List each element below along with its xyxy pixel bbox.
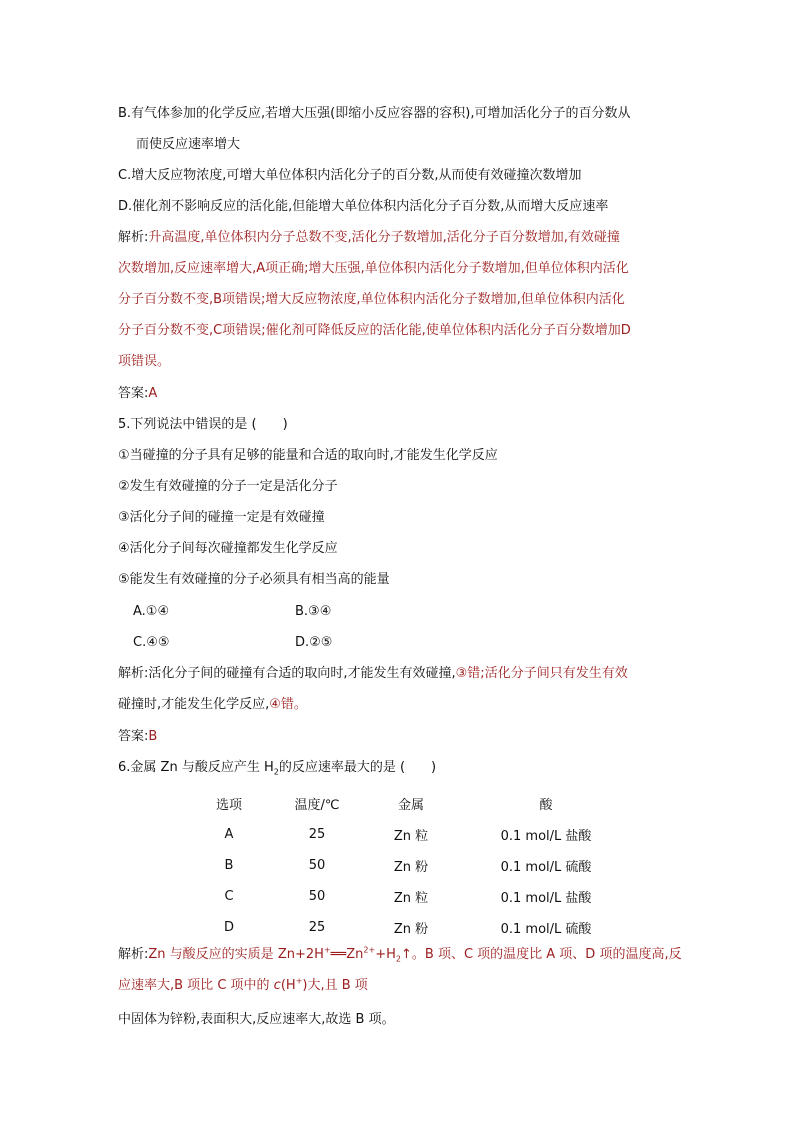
table-cell: 25 (308, 920, 326, 935)
q4-analysis-line2: 次数增加,反应速率增大,A项正确;增大压强,单位体积内活化分子数增加,但单位体积内活化 (118, 261, 629, 276)
q4-analysis-line1 (118, 229, 688, 247)
answer-value: B (148, 729, 158, 744)
analysis-label: 解析: (118, 666, 149, 681)
stem-text: 6.金属 Zn 与酸反应产生 H (118, 760, 274, 775)
answer-label: 答案: (118, 386, 149, 401)
table-header: 酸 (539, 798, 553, 813)
q4-analysis-line3: 分子百分数不变,B项错误;增大反应物浓度,单位体积内活化分子数增加,但单位体积内活化 (118, 292, 625, 307)
table-cell: D (223, 920, 234, 935)
q5-option-d: D.②⑤ (295, 635, 333, 650)
subscript: 2 (395, 954, 401, 964)
answer-value: A (148, 386, 158, 401)
table-cell: 50 (308, 858, 326, 873)
gas-arrow: ↑ (400, 947, 412, 962)
analysis-label: 解析: (118, 230, 149, 245)
analysis-text: 碰撞时,才能发生化学反应, (118, 697, 270, 712)
table-cell: 50 (308, 889, 326, 904)
analysis-text: Zn 与酸反应的实质是 (148, 947, 278, 962)
q5-option-a: A.①④ (133, 604, 170, 619)
reaction-conditions-table (195, 788, 641, 943)
table-cell: 25 (308, 827, 326, 842)
q5-option-b: B.③④ (295, 604, 332, 619)
q6-analysis-line1 (118, 946, 688, 964)
q5-analysis-line1 (118, 665, 688, 683)
equation-text: +H (375, 947, 396, 962)
analysis-text-red: ③错;活化分子间只有发生有效 (455, 666, 628, 681)
analysis-text: 升高温度,单位体积内分子总数不变,活化分子数增加,活化分子百分数增加,有效碰撞 (148, 230, 620, 245)
table-header-row (195, 788, 641, 819)
table-cell: C (224, 889, 234, 904)
table-cell: Zn 粒 (393, 829, 429, 844)
q4-analysis-line4: 分子百分数不变,C项错误;催化剂可降低反应的活化能,使单位体积内活化分子百分数增加D (118, 323, 631, 338)
q4-option-c: C.增大反应物浓度,可增大单位体积内活化分子的百分数,从而使有效碰撞次数增加 (118, 168, 582, 183)
analysis-text: 应速率大,B 项比 C 项中的 (118, 978, 274, 993)
q5-option-c: C.④⑤ (133, 635, 170, 650)
answer-label: 答案: (118, 729, 149, 744)
superscript: 2+ (363, 945, 376, 955)
table-cell: 0.1 mol/L 硫酸 (500, 860, 592, 875)
analysis-text: 。B 项、C 项的温度比 A 项、D 项的温度高,反 (411, 947, 682, 962)
stem-text: 的反应速率最大的是 ( ) (278, 760, 437, 775)
subscript: 2 (273, 767, 279, 777)
q4-option-d: D.催化剂不影响反应的活化能,但能增大单位体积内活化分子百分数,从而增大反应速率 (118, 199, 609, 214)
table-header: 温度/℃ (294, 798, 340, 813)
concentration-symbol: c (273, 978, 281, 993)
table-row (195, 819, 641, 850)
equation-text: Zn (346, 947, 364, 962)
q5-statement-2: ②发生有效碰撞的分子一定是活化分子 (118, 479, 338, 494)
q6-stem (118, 759, 688, 777)
analysis-text-red: ④错。 (269, 697, 307, 712)
q6-analysis-line2 (118, 977, 688, 995)
table-row (195, 850, 641, 881)
table-row (195, 881, 641, 912)
q5-statement-1: ①当碰撞的分子具有足够的能量和合适的取向时,才能发生化学反应 (118, 448, 498, 463)
q5-statement-5: ⑤能发生有效碰撞的分子必须具有相当高的能量 (118, 572, 390, 587)
q4-option-b-line1: B.有气体参加的化学反应,若增大压强(即缩小反应容器的容积),可增加活化分子的百分数从 (118, 106, 631, 121)
table-header: 金属 (397, 798, 424, 813)
analysis-text: (H (280, 978, 296, 993)
table-header: 选项 (215, 798, 242, 813)
analysis-text: 活化分子间的碰撞有合适的取向时,才能发生有效碰撞, (148, 666, 456, 681)
q4-analysis-line5: 项错误。 (118, 354, 171, 369)
q4-answer (118, 385, 688, 403)
table-row (195, 912, 641, 943)
q4-option-b-line2: 而使反应速率增大 (136, 137, 241, 152)
q5-statement-3: ③活化分子间的碰撞一定是有效碰撞 (118, 510, 325, 525)
table-cell: A (224, 827, 234, 842)
table-cell: B (224, 858, 234, 873)
superscript: + (323, 945, 331, 955)
superscript: + (295, 976, 303, 986)
q6-analysis-line3: 中固体为锌粉,表面积大,反应速率大,故选 B 项。 (118, 1012, 395, 1027)
table-cell: Zn 粉 (393, 860, 429, 875)
analysis-text: ) (302, 978, 308, 993)
q5-statement-4: ④活化分子间每次碰撞都发生化学反应 (118, 541, 338, 556)
q5-answer (118, 728, 688, 746)
table-cell: Zn 粉 (393, 922, 429, 937)
table-cell: 0.1 mol/L 盐酸 (500, 829, 592, 844)
q5-analysis-line2 (118, 696, 688, 714)
equation-arrow: ══ (330, 947, 347, 962)
equation-text: Zn+2H (277, 947, 324, 962)
analysis-text: 大,且 B 项 (307, 978, 368, 993)
table-cell: Zn 粒 (393, 891, 429, 906)
q5-stem: 5.下列说法中错误的是 ( ) (118, 417, 288, 432)
table-cell: 0.1 mol/L 盐酸 (500, 891, 592, 906)
analysis-label: 解析: (118, 947, 149, 962)
table-cell: 0.1 mol/L 硫酸 (500, 922, 592, 937)
